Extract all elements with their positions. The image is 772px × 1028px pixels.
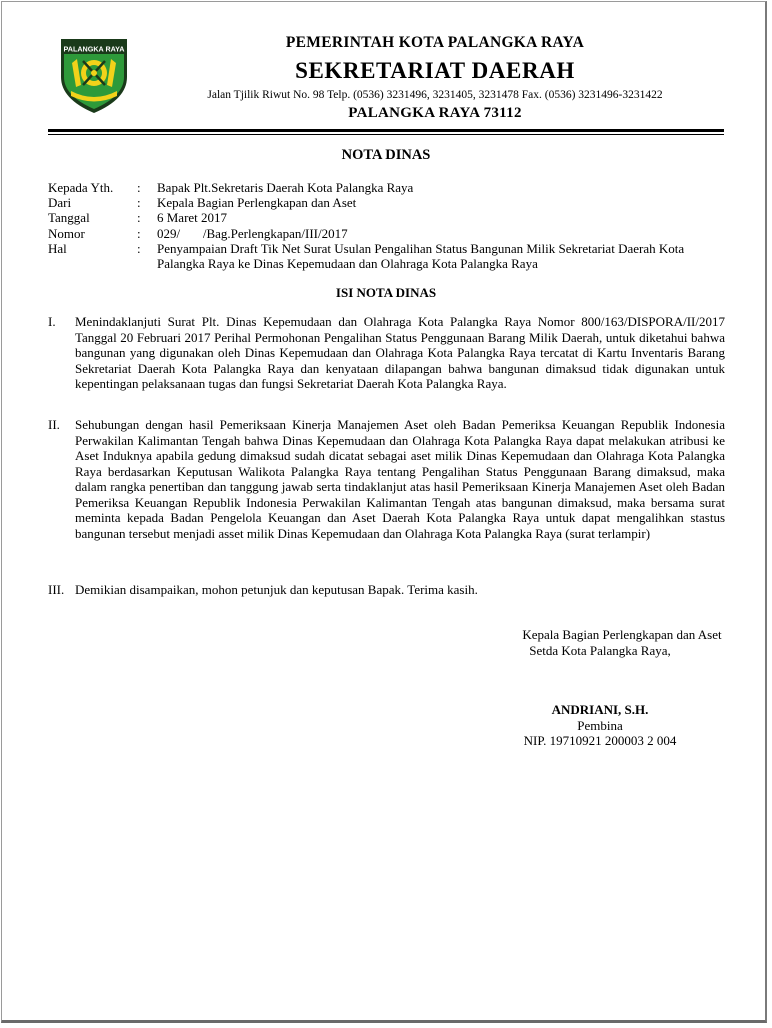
signature-position-line2: Setda Kota Palangka Raya, xyxy=(529,642,671,658)
signatory-name: ANDRIANI, S.H. xyxy=(551,702,649,717)
section-title: ISI NOTA DINAS xyxy=(335,285,437,300)
field-value: 029/ /Bag.Perlengkapan/III/2017 xyxy=(157,225,348,241)
field-value: 6 Maret 2017 xyxy=(157,210,228,226)
logo-text: PALANGKA RAYA xyxy=(63,44,125,54)
field-hal xyxy=(48,241,728,271)
signature-position xyxy=(440,627,760,658)
field-kepada xyxy=(48,180,728,195)
memo-header-fields xyxy=(48,180,728,271)
paragraph-text: Demikian disampaikan, mohon petunjuk dan keputusan Bapak. Terima kasih. xyxy=(75,582,478,597)
field-colon: : xyxy=(137,240,141,256)
field-value: Bapak Plt.Sekretaris Daerah Kota Palangka Raya xyxy=(157,180,414,195)
signatory-rank: Pembina xyxy=(577,717,623,733)
paragraph-3 xyxy=(48,582,725,598)
field-nomor xyxy=(48,226,728,241)
letterhead-city: PALANGKA RAYA 73112 xyxy=(348,105,522,121)
field-label: Kepada Yth. xyxy=(48,180,114,195)
letterhead-divider-thin xyxy=(48,134,724,135)
signatory-nip: NIP. 19710921 200003 2 004 xyxy=(523,733,677,748)
paragraph-text: Menindaklanjuti Surat Plt. Dinas Kepemudaan dan Olahraga Kota Palangka Raya Nomor 800/163/DISPORA/II/2017 Tanggal 20 Februari 2017 Perihal Permohonan Pengalihan Status Penggunaan Barang Milik Daerah, untuk diketahui bahwa bangunan yang digunakan oleh Dinas Kepemudaan dan Olahraga Kota Palangka Raya tercatat di Kartu Inventaris Barang Sekretariat Daerah Kota Palangka Raya dan kenyataan dilapangan bahwa bangunan dimaksud tidak digunakan untuk kepentingan pelaksanaan tugas dan fungsi Sekretariat Daerah Kota Palangka Raya. xyxy=(75,314,725,391)
letterhead-office: SEKRETARIAT DAERAH xyxy=(295,58,575,83)
paragraph-number: I. xyxy=(48,314,56,329)
field-dari xyxy=(48,195,728,210)
paragraph-number: II. xyxy=(48,417,60,432)
field-label: Tanggal xyxy=(48,210,90,226)
signature-position-line1: Kepala Bagian Perlengkapan dan Aset xyxy=(522,627,722,642)
signature-block xyxy=(440,702,760,749)
field-tanggal xyxy=(48,210,728,225)
field-value: Penyampaian Draft Tik Net Surat Usulan Pengalihan Status Bangunan Milik Sekretariat Daerah Kota Palangka Raya ke Dinas Kepemudaan dan Olahraga Kota Palangka Raya xyxy=(157,240,685,272)
document-title: NOTA DINAS xyxy=(341,147,431,163)
letterhead-divider-thick xyxy=(48,129,724,132)
city-emblem-logo xyxy=(57,33,131,115)
paragraph-number: III. xyxy=(48,582,65,597)
letterhead-address: Jalan Tjilik Riwut No. 98 Telp. (0536) 3231496, 3231405, 3231478 Fax. (0536) 3231496-3231422 xyxy=(207,89,663,101)
field-value: Kepala Bagian Perlengkapan dan Aset xyxy=(157,195,357,211)
field-colon: : xyxy=(137,180,141,195)
letterhead-government: PEMERINTAH KOTA PALANGKA RAYA xyxy=(285,34,585,51)
field-colon: : xyxy=(137,195,141,211)
paragraph-2 xyxy=(48,417,725,541)
field-colon: : xyxy=(137,210,141,226)
field-label: Nomor xyxy=(48,225,85,241)
field-colon: : xyxy=(137,225,141,241)
paragraph-1 xyxy=(48,314,725,392)
field-label: Hal xyxy=(48,240,67,256)
paragraph-text: Sehubungan dengan hasil Pemeriksaan Kinerja Manajemen Aset oleh Badan Pemeriksa Keuangan Republik Indonesia Perwakilan Kalimantan Tengah bahwa Dinas Kepemudaan dan Olahraga Kota Palangka Raya dapat melakukan atribusi ke Aset Induknya apabila gedung dimaksud sudah dicatat sebagai aset milik Dinas Kepemudaan dan Olahraga Kota Palangka Raya berdasarkan Keputusan Walikota Palangka Raya tentang Pengalihan Status Penggunaan Barang dimaksud, maka dalam rangka penertiban dan tanggung jawab serta tindaklanjut atas hasil Pemeriksaan Kinerja Manajemen Aset oleh Badan Pemeriksa Keuangan Republik Indonesia Perwakilan Kalimantan Tengah atas bangunan dimaksud, maka bersama surat meminta kepada Badan Pengelola Keuangan dan Aset Daerah Kota Palangka Raya untuk dapat mengalihkan stastus bangunan tersebut menjadi asset milik Dinas Kepemudaan dan Olahraga Kota Palangka Raya (surat terlampir) xyxy=(75,417,725,541)
field-label: Dari xyxy=(48,195,72,211)
